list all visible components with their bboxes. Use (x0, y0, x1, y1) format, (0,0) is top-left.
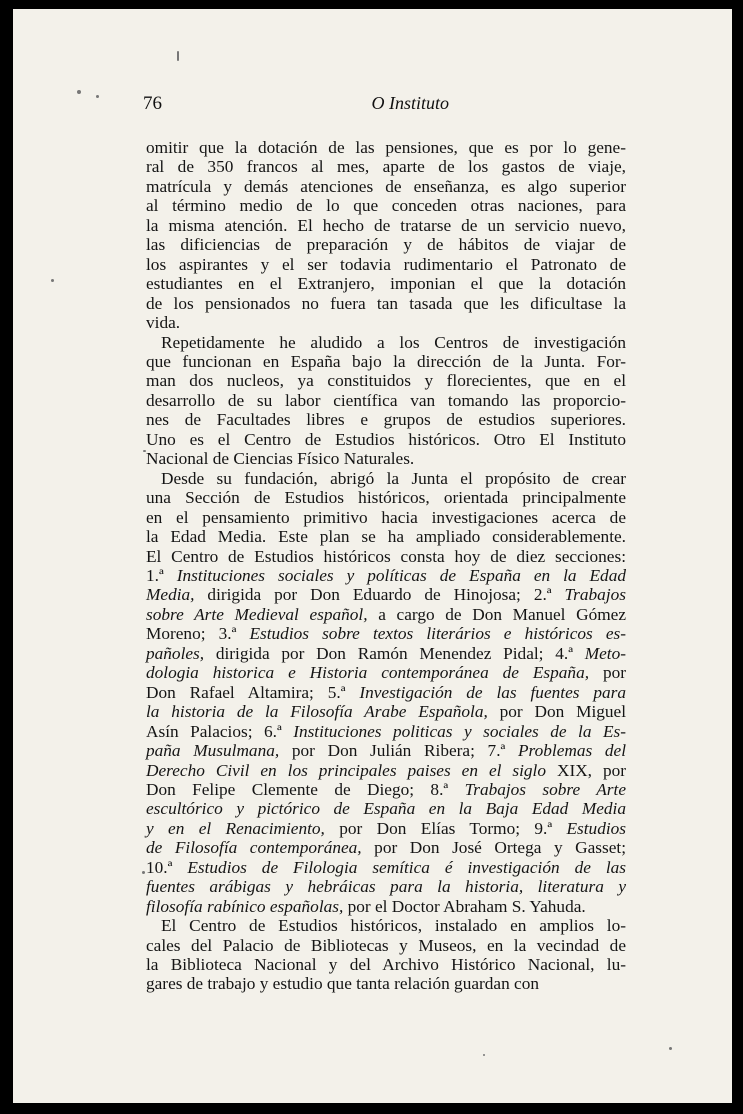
text-line (146, 371, 626, 390)
italic-run: pañoles, (146, 643, 205, 663)
italic-run: Estudios (566, 818, 626, 838)
text-run: por Don Elías Tormo; 9.ª (324, 818, 567, 838)
margin-speck (96, 95, 99, 98)
text-run: Don Felipe Clemente de Diego; 8.ª (146, 779, 465, 799)
italic-run: y en el Renacimiento, (146, 818, 325, 838)
text-run: El Centro de Estudios históricos consta hoy de diez secciones: (146, 546, 626, 566)
margin-speck (77, 90, 81, 94)
text-line (146, 585, 626, 604)
text-run: desarrollo de su labor científica van tomando las proporcio- (146, 390, 626, 410)
text-run: por Don Julián Ribera; 7.ª (279, 741, 518, 761)
italic-run: Trabajos (564, 585, 626, 605)
paragraph (146, 138, 626, 333)
text-run: matrícula y demás atenciones de enseñanza, es algo superior (146, 176, 626, 196)
text-line (146, 391, 626, 410)
text-line (146, 410, 626, 429)
text-run: vida. (146, 313, 181, 333)
text-line (146, 138, 626, 157)
text-line (146, 294, 626, 313)
text-run: una Sección de Estudios históricos, orientada principalmente (146, 488, 626, 508)
text-line (146, 916, 626, 935)
text-line (146, 527, 626, 546)
margin-speck (51, 279, 54, 282)
text-line (146, 741, 626, 760)
text-line (146, 313, 626, 332)
text-line (146, 624, 626, 643)
body-text (146, 138, 626, 994)
italic-run: Instituciones sociales y políticas de España en la Edad (176, 565, 626, 585)
italic-run: Estudios de Filologia semítica é investigación de las (187, 857, 626, 877)
text-run: gares de trabajo y estudio que tanta relación guardan con (146, 974, 539, 994)
italic-run: sobre Arte Medieval español, (146, 604, 368, 624)
text-run: por Don Miguel (487, 702, 627, 722)
text-line (146, 799, 626, 818)
margin-speck (483, 1054, 485, 1056)
paragraph (146, 469, 626, 916)
text-line (146, 157, 626, 176)
italic-run: filosofía rabínico españolas, (146, 896, 344, 916)
margin-speck (669, 1047, 672, 1050)
text-run: XIX, por (546, 760, 626, 780)
text-line (146, 644, 626, 663)
text-run: dirigida por Don Ramón Menendez Pidal; 4.ª (204, 643, 585, 663)
text-line (146, 333, 626, 352)
text-line (146, 216, 626, 235)
italic-run: Estudios sobre textos literários e históricos es- (249, 624, 626, 644)
text-line (146, 838, 626, 857)
text-line (146, 780, 626, 799)
text-run: las dificiencias de preparación y de hábitos de viajar de (146, 235, 626, 255)
text-line (146, 897, 626, 916)
text-run: por (589, 663, 627, 683)
text-run: Uno es el Centro de Estudios históricos. Otro El Instituto (146, 429, 626, 449)
text-line (146, 274, 626, 293)
text-run: al término medio de lo que conceden otras naciones, para (146, 196, 626, 216)
italic-run: la historia de la Filosofía Arabe Española, (146, 702, 488, 722)
italic-run: escultórico y pictórico de España en la Baja Edad Media (146, 799, 626, 819)
italic-run: dologia historica e Historia contemporánea de España, (146, 663, 590, 683)
text-line (146, 352, 626, 371)
text-run: en el pensamiento primitivo hacia investigaciones acerca de (146, 507, 626, 527)
text-line (146, 974, 626, 993)
text-run: a cargo de Don Manuel Gómez (367, 604, 626, 624)
text-run: Asín Palacios; 6.ª (146, 721, 294, 741)
text-line (146, 566, 626, 585)
text-run: por Don José Ortega y Gasset; (361, 838, 626, 858)
text-line (146, 469, 626, 488)
text-line (146, 955, 626, 974)
text-run: los aspirantes y el ser todavia rudimentario el Patronato de (146, 254, 626, 274)
text-run: 1.ª (146, 565, 177, 585)
text-line (146, 488, 626, 507)
margin-speck (177, 51, 179, 61)
text-run: por el Doctor Abraham S. Yahuda. (343, 896, 586, 916)
italic-run: Media, (146, 585, 195, 605)
paragraph (146, 916, 626, 994)
text-line (146, 936, 626, 955)
page-header (143, 93, 449, 117)
text-run: ral de 350 francos al mes, aparte de los gastos de viaje, (146, 157, 626, 177)
text-run: Moreno; 3.ª (146, 624, 250, 644)
text-run: 10.ª (146, 857, 188, 877)
text-run: Repetidamente he aludido a los Centros de investigación (161, 332, 626, 352)
italic-run: Meto- (584, 643, 626, 663)
text-line (146, 508, 626, 527)
italic-run: Instituciones politicas y sociales de la Es- (293, 721, 626, 741)
text-line (146, 761, 626, 780)
italic-run: Derecho Civil en los principales paises en el siglo (146, 760, 546, 780)
text-line (146, 858, 626, 877)
text-line (146, 702, 626, 721)
text-run: Don Rafael Altamira; 5.ª (146, 682, 360, 702)
page-number: 76 (143, 93, 162, 114)
text-line (146, 255, 626, 274)
text-line (146, 430, 626, 449)
text-line (146, 683, 626, 702)
text-run: la Biblioteca Nacional y del Archivo Histórico Nacional, lu- (146, 955, 626, 975)
text-line (146, 819, 626, 838)
text-run: Nacional de Ciencias Físico Naturales. (146, 449, 415, 469)
text-run: estudiantes en el Extranjero, imponian el que la dotación (146, 274, 626, 294)
italic-run: fuentes arábigas y hebráicas para la historia, literatura y (146, 877, 626, 897)
text-run: cales del Palacio de Bibliotecas y Museos, en la vecindad de (146, 935, 626, 955)
text-run: de los pensionados no fuera tan tasada que les dificultase la (146, 293, 626, 313)
text-line (146, 235, 626, 254)
text-run: que funcionan en España bajo la dirección de la Junta. For- (146, 351, 626, 371)
margin-speck (142, 871, 145, 874)
text-line (146, 547, 626, 566)
text-run: la Edad Media. Este plan se ha ampliado considerablemente. (146, 527, 626, 547)
italic-run: de Filosofía contemporánea, (146, 838, 362, 858)
text-line (146, 877, 626, 896)
text-run: nes de Facultades libres e grupos de estudios superiores. (146, 410, 626, 430)
text-run: El Centro de Estudios históricos, instalado en amplios lo- (161, 916, 626, 936)
text-line (146, 449, 626, 468)
text-run: la misma atención. El hecho de tratarse de un servicio nuevo, (146, 215, 626, 235)
paragraph (146, 333, 626, 469)
text-run: man dos nucleos, ya constituidos y florecientes, que en el (146, 371, 626, 391)
running-title: O Instituto (371, 93, 449, 113)
italic-run: paña Musulmana, (146, 741, 280, 761)
text-line (146, 177, 626, 196)
text-line (146, 663, 626, 682)
italic-run: Trabajos sobre Arte (464, 779, 626, 799)
italic-run: Investigación de las fuentes para (359, 682, 626, 702)
text-run: Desde su fundación, abrigó la Junta el propósito de crear (161, 468, 626, 488)
text-line (146, 605, 626, 624)
text-line (146, 722, 626, 741)
text-run: dirigida por Don Eduardo de Hinojosa; 2.ª (194, 585, 565, 605)
italic-run: Problemas del (517, 741, 627, 761)
text-run: omitir que la dotación de las pensiones, que es por lo gene- (146, 138, 626, 157)
text-line (146, 196, 626, 215)
